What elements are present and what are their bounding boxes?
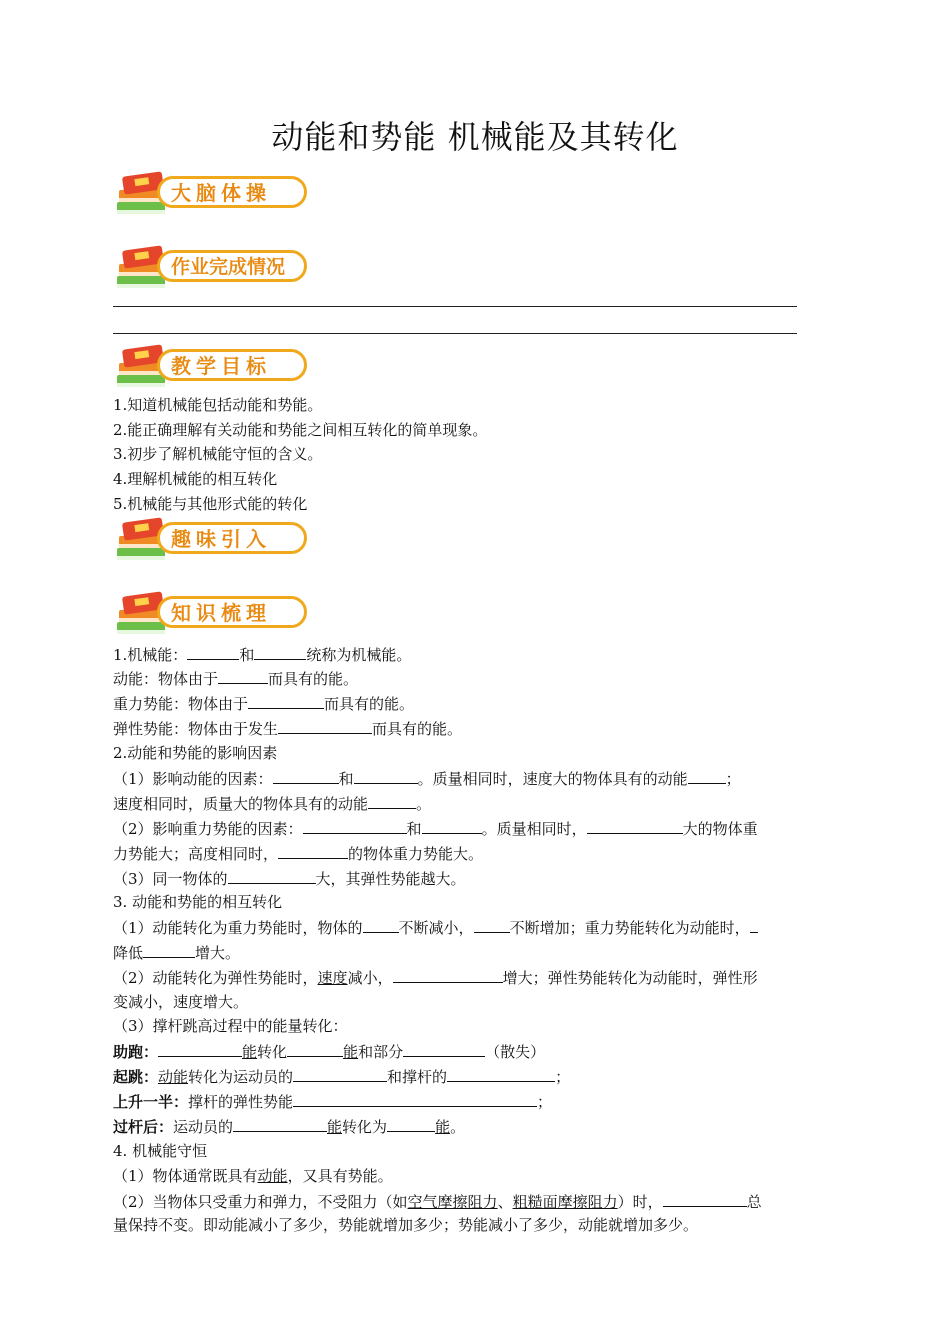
- knowledge-line: 动能：物体由于 而具有的能。: [113, 670, 359, 688]
- fill-blank: [278, 718, 372, 734]
- fill-blank: [287, 1041, 343, 1057]
- knowledge-line: （1）影响动能的因素： 和 。质量相同时，速度大的物体具有的动能 ；: [113, 770, 741, 788]
- knowledge-line: 3. 动能和势能的相互转化: [113, 893, 283, 911]
- knowledge-line: （1）物体通常既具有动能，又具有势能。: [113, 1167, 393, 1185]
- knowledge-line: 力势能大；高度相同时， 的物体重力势能大。: [113, 845, 484, 863]
- page-title: 动能和势能 机械能及其转化: [271, 118, 679, 156]
- knowledge-line: 重力势能：物体由于 而具有的能。: [113, 695, 415, 713]
- knowledge-line: 2.动能和势能的影响因素: [113, 744, 278, 762]
- fill-blank: [248, 693, 324, 709]
- fill-blank: [303, 818, 407, 834]
- fill-blank: [293, 1091, 537, 1107]
- fill-blank: [143, 942, 195, 958]
- goal-item: 1.知道机械能包括动能和势能。: [113, 396, 323, 414]
- fill-blank: [254, 644, 306, 660]
- fill-blank: [422, 818, 482, 834]
- section-banner-knowledge: [113, 590, 313, 638]
- fill-blank: [688, 768, 726, 784]
- fill-blank: [158, 1041, 242, 1057]
- fill-blank: [368, 793, 416, 809]
- knowledge-line: 变减小，速度增大。: [113, 993, 249, 1011]
- knowledge-line: 降低 增大。: [113, 944, 241, 962]
- knowledge-line: 上升一半：撑杆的弹性势能 ；: [113, 1093, 553, 1111]
- section-banner-brain-exercise: [113, 170, 313, 218]
- fill-blank: [663, 1191, 747, 1207]
- fill-blank: [293, 1066, 387, 1082]
- knowledge-line: 弹性势能：物体由于发生 而具有的能。: [113, 720, 463, 738]
- knowledge-line: （2）当物体只受重力和弹力，不受阻力（如空气摩擦阻力、粗糙面摩擦阻力）时， 总: [113, 1193, 762, 1211]
- fill-blank: [228, 868, 316, 884]
- knowledge-line: （3）撑杆跳高过程中的能量转化：: [113, 1017, 348, 1035]
- knowledge-line: 1.机械能： 和 统称为机械能。: [113, 646, 412, 664]
- fill-blank: [233, 1116, 327, 1132]
- knowledge-line: 助跑： 能转化 能和部分 （散失）: [113, 1043, 546, 1061]
- answer-line: [113, 333, 797, 334]
- fill-blank: [354, 768, 418, 784]
- banner-label: 作业完成情况: [171, 256, 286, 278]
- fill-blank: [218, 668, 268, 684]
- knowledge-line: （2）影响重力势能的因素： 和 。质量相同时， 大的物体重: [113, 820, 758, 838]
- fill-blank: [587, 818, 683, 834]
- fill-blank: [187, 644, 239, 660]
- knowledge-line: （1）动能转化为重力势能时，物体的 不断减小， 不断增加；重力势能转化为动能时，: [113, 917, 833, 938]
- banner-label: 知识梳理: [171, 601, 271, 625]
- banner-label: 趣味引入: [171, 527, 271, 551]
- section-banner-homework: [113, 244, 313, 292]
- knowledge-line: 4. 机械能守恒: [113, 1142, 208, 1160]
- section-banner-fun-intro: [113, 516, 313, 564]
- knowledge-line: （2）动能转化为弹性势能时，速度减小， 增大；弹性势能转化为动能时，弹性形: [113, 969, 758, 987]
- fill-blank: [750, 917, 758, 933]
- goal-item: 5.机械能与其他形式能的转化: [113, 495, 308, 513]
- knowledge-line: 过杆后：运动员的 能转化为 能。: [113, 1118, 466, 1136]
- fill-blank: [387, 1116, 435, 1132]
- goal-item: 2.能正确理解有关动能和势能之间相互转化的简单现象。: [113, 421, 488, 439]
- banner-label: 教学目标: [171, 354, 271, 378]
- fill-blank: [403, 1041, 485, 1057]
- goal-item: 3.初步了解机械能守恒的含义。: [113, 445, 323, 463]
- fill-blank: [278, 843, 348, 859]
- knowledge-line: 量保持不变。即动能减小了多少，势能就增加多少；势能减小了多少，动能就增加多少。: [113, 1216, 699, 1234]
- section-banner-teaching-goals: [113, 343, 313, 391]
- banner-label: 大脑体操: [171, 181, 271, 205]
- fill-blank: [447, 1066, 555, 1082]
- answer-line: [113, 306, 797, 307]
- goal-item: 4.理解机械能的相互转化: [113, 470, 278, 488]
- fill-blank: [393, 967, 503, 983]
- fill-blank: [363, 917, 399, 933]
- knowledge-line: 起跳：动能转化为运动员的 和撑杆的 ；: [113, 1068, 571, 1086]
- knowledge-line: （3）同一物体的 大，其弹性势能越大。: [113, 870, 466, 888]
- fill-blank: [273, 768, 339, 784]
- knowledge-line: 速度相同时，质量大的物体具有的动能 。: [113, 795, 432, 813]
- fill-blank: [474, 917, 510, 933]
